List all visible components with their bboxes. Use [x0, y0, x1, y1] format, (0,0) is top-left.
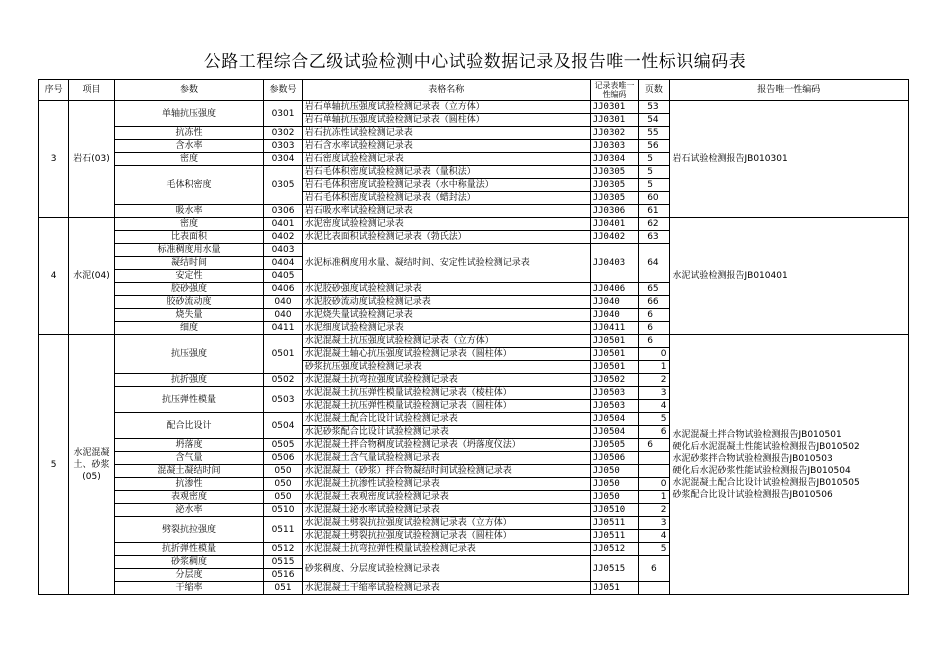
table-name-cell: 水泥混凝土抗压弹性模量试验检测记录表（棱柱体） [302, 387, 590, 400]
table-name-cell: 水泥混凝土轴心抗压强度试验检测记录表（圆柱体） [302, 348, 590, 361]
table-name-cell: 砂浆抗压强度试验检测记录表 [302, 361, 590, 374]
pages-cell: 66 [639, 296, 669, 309]
pages-cell: 6 [639, 322, 669, 335]
pages-cell: 1 [639, 361, 669, 374]
report-line: 硬化后水泥混凝土性能试验检测报告JB010502 [672, 441, 860, 452]
page-title: 公路工程综合乙级试验检测中心试验数据记录及报告唯一性标识编码表 [203, 52, 747, 72]
param-no-cell: 0515 [264, 556, 302, 569]
pages-cell: 2 [639, 374, 669, 387]
pages-cell: 6 [639, 439, 669, 452]
project-cell: 水泥混凝土、砂浆(05) [69, 335, 114, 595]
param-no-cell: 0302 [264, 127, 302, 140]
record-no-cell: JJ0501 [590, 361, 639, 374]
pages-cell: 54 [639, 114, 669, 127]
header-report-code: 报告唯一性编码 [669, 80, 909, 101]
param-cell: 干缩率 [114, 582, 264, 595]
param-no-cell: 050 [264, 465, 302, 478]
table-name-cell: 水泥混凝土配合比设计试验检测记录表 [302, 413, 590, 426]
record-no-cell: JJ0504 [590, 413, 639, 426]
table-name-cell: 水泥比表面积试验检测记录表（勃氏法） [302, 231, 590, 244]
param-cell: 单轴抗压强度 [114, 101, 264, 127]
table-name-cell: 水泥混凝土抗弯拉强度试验检测记录表 [302, 374, 590, 387]
param-no-cell: 0505 [264, 439, 302, 452]
table-name-cell: 水泥烧失量试验检测记录表 [302, 309, 590, 322]
pages-cell: 5 [639, 543, 669, 556]
param-no-cell: 0305 [264, 166, 302, 205]
record-no-cell: JJ0511 [590, 517, 639, 530]
project-cell: 岩石(03) [69, 101, 114, 218]
record-no-cell: JJ0501 [590, 335, 639, 348]
param-no-cell: 0510 [264, 504, 302, 517]
table-row [39, 335, 909, 348]
record-no-cell: JJ040 [590, 309, 639, 322]
param-cell: 标准稠度用水量 [114, 244, 264, 257]
serial-cell: 4 [39, 218, 69, 335]
record-no-cell: JJ0411 [590, 322, 639, 335]
param-cell: 抗折弹性模量 [114, 543, 264, 556]
param-no-cell: 0511 [264, 517, 302, 543]
serial-cell: 3 [39, 101, 69, 218]
param-cell: 凝结时间 [114, 257, 264, 270]
header-param: 参数 [114, 80, 264, 101]
record-no-cell: JJ0301 [590, 114, 639, 127]
record-no-cell: JJ0406 [590, 283, 639, 296]
table-name-cell: 岩石单轴抗压强度试验检测记录表（圆柱体） [302, 114, 590, 127]
param-cell: 坍落度 [114, 439, 264, 452]
param-cell: 抗压弹性模量 [114, 387, 264, 413]
report-code-cell: 水泥试验检测报告JB010401 [669, 218, 909, 335]
pages-cell: 0 [639, 348, 669, 361]
table-name-cell: 水泥混凝土劈裂抗拉强度试验检测记录表（圆柱体） [302, 530, 590, 543]
param-no-cell: 0501 [264, 335, 302, 374]
pages-cell: 0 [639, 478, 669, 491]
pages-cell: 61 [639, 205, 669, 218]
param-cell: 毛体积密度 [114, 166, 264, 205]
param-no-cell: 0506 [264, 452, 302, 465]
param-no-cell: 040 [264, 296, 302, 309]
record-no-cell: JJ0401 [590, 218, 639, 231]
param-cell: 抗渗性 [114, 478, 264, 491]
table-name-cell: 水泥密度试验检测记录表 [302, 218, 590, 231]
param-cell: 胶砂强度 [114, 283, 264, 296]
param-no-cell: 0502 [264, 374, 302, 387]
table-name-cell: 水泥胶砂流动度试验检测记录表 [302, 296, 590, 309]
pages-cell: 5 [639, 179, 669, 192]
code-table [38, 79, 909, 595]
table-name-cell: 水泥混凝土抗压弹性模量试验检测记录表（圆柱体） [302, 400, 590, 413]
record-no-cell: JJ0305 [590, 166, 639, 179]
pages-cell [639, 452, 669, 465]
serial-cell: 5 [39, 335, 69, 595]
param-no-cell: 0406 [264, 283, 302, 296]
param-cell: 细度 [114, 322, 264, 335]
param-no-cell: 0404 [264, 257, 302, 270]
record-no-cell: JJ0301 [590, 101, 639, 114]
record-no-cell: JJ0402 [590, 231, 639, 244]
table-name-cell: 水泥混凝土抗弯拉弹性模量试验检测记录表 [302, 543, 590, 556]
param-cell: 混凝土凝结时间 [114, 465, 264, 478]
project-cell: 水泥(04) [69, 218, 114, 335]
record-no-cell: JJ0403 [590, 244, 639, 283]
param-cell: 分层度 [114, 569, 264, 582]
record-no-cell: JJ0302 [590, 127, 639, 140]
param-no-cell: 0512 [264, 543, 302, 556]
param-cell: 抗折强度 [114, 374, 264, 387]
report-line: 硬化后水泥砂浆性能试验检测报告JB010504 [672, 465, 851, 476]
param-no-cell: 0401 [264, 218, 302, 231]
table-name-cell: 岩石毛体积密度试验检测记录表（蜡封法） [302, 192, 590, 205]
param-cell: 配合比设计 [114, 413, 264, 439]
param-no-cell: 051 [264, 582, 302, 595]
param-no-cell: 0403 [264, 244, 302, 257]
pages-cell: 53 [639, 101, 669, 114]
record-no-cell: JJ040 [590, 296, 639, 309]
param-cell: 抗压强度 [114, 335, 264, 374]
param-no-cell: 050 [264, 491, 302, 504]
pages-cell: 1 [639, 491, 669, 504]
record-no-cell: JJ0304 [590, 153, 639, 166]
table-name-cell: 岩石毛体积密度试验检测记录表（水中称量法） [302, 179, 590, 192]
record-no-cell: JJ0510 [590, 504, 639, 517]
report-line: 砂浆配合比设计试验检测报告JB010506 [672, 489, 833, 500]
table-name-cell: 岩石抗冻性试验检测记录表 [302, 127, 590, 140]
pages-cell: 64 [639, 244, 669, 283]
param-cell: 吸水率 [114, 205, 264, 218]
pages-cell [639, 582, 669, 595]
header-param-no: 参数号 [264, 80, 302, 101]
param-no-cell: 0411 [264, 322, 302, 335]
table-name-cell: 岩石单轴抗压强度试验检测记录表（立方体） [302, 101, 590, 114]
record-no-cell: JJ051 [590, 582, 639, 595]
table-name-cell: 水泥混凝土泌水率试验检测记录表 [302, 504, 590, 517]
param-cell: 含水率 [114, 140, 264, 153]
record-no-cell: JJ0506 [590, 452, 639, 465]
param-cell: 抗冻性 [114, 127, 264, 140]
table-name-cell: 岩石含水率试验检测记录表 [302, 140, 590, 153]
table-name-cell: 水泥混凝土抗渗性试验检测记录表 [302, 478, 590, 491]
param-no-cell: 040 [264, 309, 302, 322]
param-cell: 密度 [114, 218, 264, 231]
record-no-cell: JJ050 [590, 478, 639, 491]
header-record-no-text: 记录表唯一性编码 [594, 81, 635, 99]
pages-cell: 3 [639, 387, 669, 400]
param-cell: 表观密度 [114, 491, 264, 504]
param-cell: 砂浆稠度 [114, 556, 264, 569]
record-no-cell: JJ050 [590, 465, 639, 478]
record-no-cell: JJ050 [590, 491, 639, 504]
record-no-cell: JJ0501 [590, 348, 639, 361]
record-no-cell: JJ0503 [590, 400, 639, 413]
param-no-cell: 0405 [264, 270, 302, 283]
param-no-cell: 0516 [264, 569, 302, 582]
param-no-cell: 0301 [264, 101, 302, 127]
pages-cell: 65 [639, 283, 669, 296]
pages-cell: 5 [639, 413, 669, 426]
header-row [39, 80, 909, 101]
report-line: 水泥混凝土拌合物试验检测报告JB010501 [672, 429, 842, 440]
param-no-cell: 0303 [264, 140, 302, 153]
record-no-cell: JJ0504 [590, 426, 639, 439]
record-no-cell: JJ0515 [590, 556, 639, 582]
param-cell: 胶砂流动度 [114, 296, 264, 309]
table-name-cell: 水泥胶砂强度试验检测记录表 [302, 283, 590, 296]
header-project: 项目 [69, 80, 114, 101]
table-name-cell: 水泥细度试验检测记录表 [302, 322, 590, 335]
param-cell: 含气量 [114, 452, 264, 465]
param-cell: 泌水率 [114, 504, 264, 517]
pages-cell: 63 [639, 231, 669, 244]
param-cell: 密度 [114, 153, 264, 166]
param-cell: 安定性 [114, 270, 264, 283]
table-name-cell: 砂浆稠度、分层度试验检测记录表 [302, 556, 590, 582]
table-name-cell: 岩石吸水率试验检测记录表 [302, 205, 590, 218]
table-name-cell: 水泥混凝土（砂浆）拌合物凝结时间试验检测记录表 [302, 465, 590, 478]
report-line: 水泥砂浆拌合物试验检测报告JB010503 [672, 453, 833, 464]
param-no-cell: 0504 [264, 413, 302, 439]
pages-cell: 6 [639, 556, 669, 582]
table-row [39, 218, 909, 231]
pages-cell: 60 [639, 192, 669, 205]
record-no-cell: JJ0303 [590, 140, 639, 153]
table-name-cell: 水泥混凝土劈裂抗拉强度试验检测记录表（立方体） [302, 517, 590, 530]
pages-cell: 5 [639, 153, 669, 166]
pages-cell: 4 [639, 530, 669, 543]
pages-cell: 6 [639, 426, 669, 439]
pages-cell: 62 [639, 218, 669, 231]
header-serial: 序号 [39, 80, 69, 101]
header-record-no [590, 80, 639, 101]
record-no-cell: JJ0512 [590, 543, 639, 556]
pages-cell: 5 [639, 166, 669, 179]
param-no-cell: 050 [264, 478, 302, 491]
header-table-name: 表格名称 [302, 80, 590, 101]
param-cell: 比表面积 [114, 231, 264, 244]
pages-cell [639, 465, 669, 478]
table-name-cell: 岩石密度试验检测记录表 [302, 153, 590, 166]
table-row [39, 101, 909, 114]
pages-cell: 55 [639, 127, 669, 140]
record-no-cell: JJ0306 [590, 205, 639, 218]
param-no-cell: 0402 [264, 231, 302, 244]
table-name-cell: 水泥混凝土表观密度试验检测记录表 [302, 491, 590, 504]
pages-cell: 2 [639, 504, 669, 517]
param-cell: 烧失量 [114, 309, 264, 322]
param-no-cell: 0503 [264, 387, 302, 413]
record-no-cell: JJ0305 [590, 179, 639, 192]
record-no-cell: JJ0305 [590, 192, 639, 205]
table-name-cell: 水泥砂浆配合比设计试验检测记录表 [302, 426, 590, 439]
report-line: 水泥混凝土配合比设计试验检测报告JB010505 [672, 477, 860, 488]
report-code-cell: 岩石试验检测报告JB010301 [669, 101, 909, 218]
table-name-cell: 岩石毛体积密度试验检测记录表（量积法） [302, 166, 590, 179]
table-name-cell: 水泥混凝土拌合物稠度试验检测记录表（坍落度仪法） [302, 439, 590, 452]
param-no-cell: 0306 [264, 205, 302, 218]
param-no-cell: 0304 [264, 153, 302, 166]
table-name-cell: 水泥混凝土干缩率试验检测记录表 [302, 582, 590, 595]
header-pages: 页数 [639, 80, 669, 101]
table-name-cell: 水泥标准稠度用水量、凝结时间、安定性试验检测记录表 [302, 244, 590, 283]
report-code-cell [669, 335, 909, 595]
pages-cell: 4 [639, 400, 669, 413]
pages-cell: 6 [639, 335, 669, 348]
record-no-cell: JJ0502 [590, 374, 639, 387]
table-name-cell: 水泥混凝土含气量试验检测记录表 [302, 452, 590, 465]
record-no-cell: JJ0505 [590, 439, 639, 452]
table-name-cell: 水泥混凝土抗压强度试验检测记录表（立方体） [302, 335, 590, 348]
record-no-cell: JJ0511 [590, 530, 639, 543]
record-no-cell: JJ0503 [590, 387, 639, 400]
pages-cell: 3 [639, 517, 669, 530]
param-cell: 劈裂抗拉强度 [114, 517, 264, 543]
pages-cell: 6 [639, 309, 669, 322]
pages-cell: 56 [639, 140, 669, 153]
